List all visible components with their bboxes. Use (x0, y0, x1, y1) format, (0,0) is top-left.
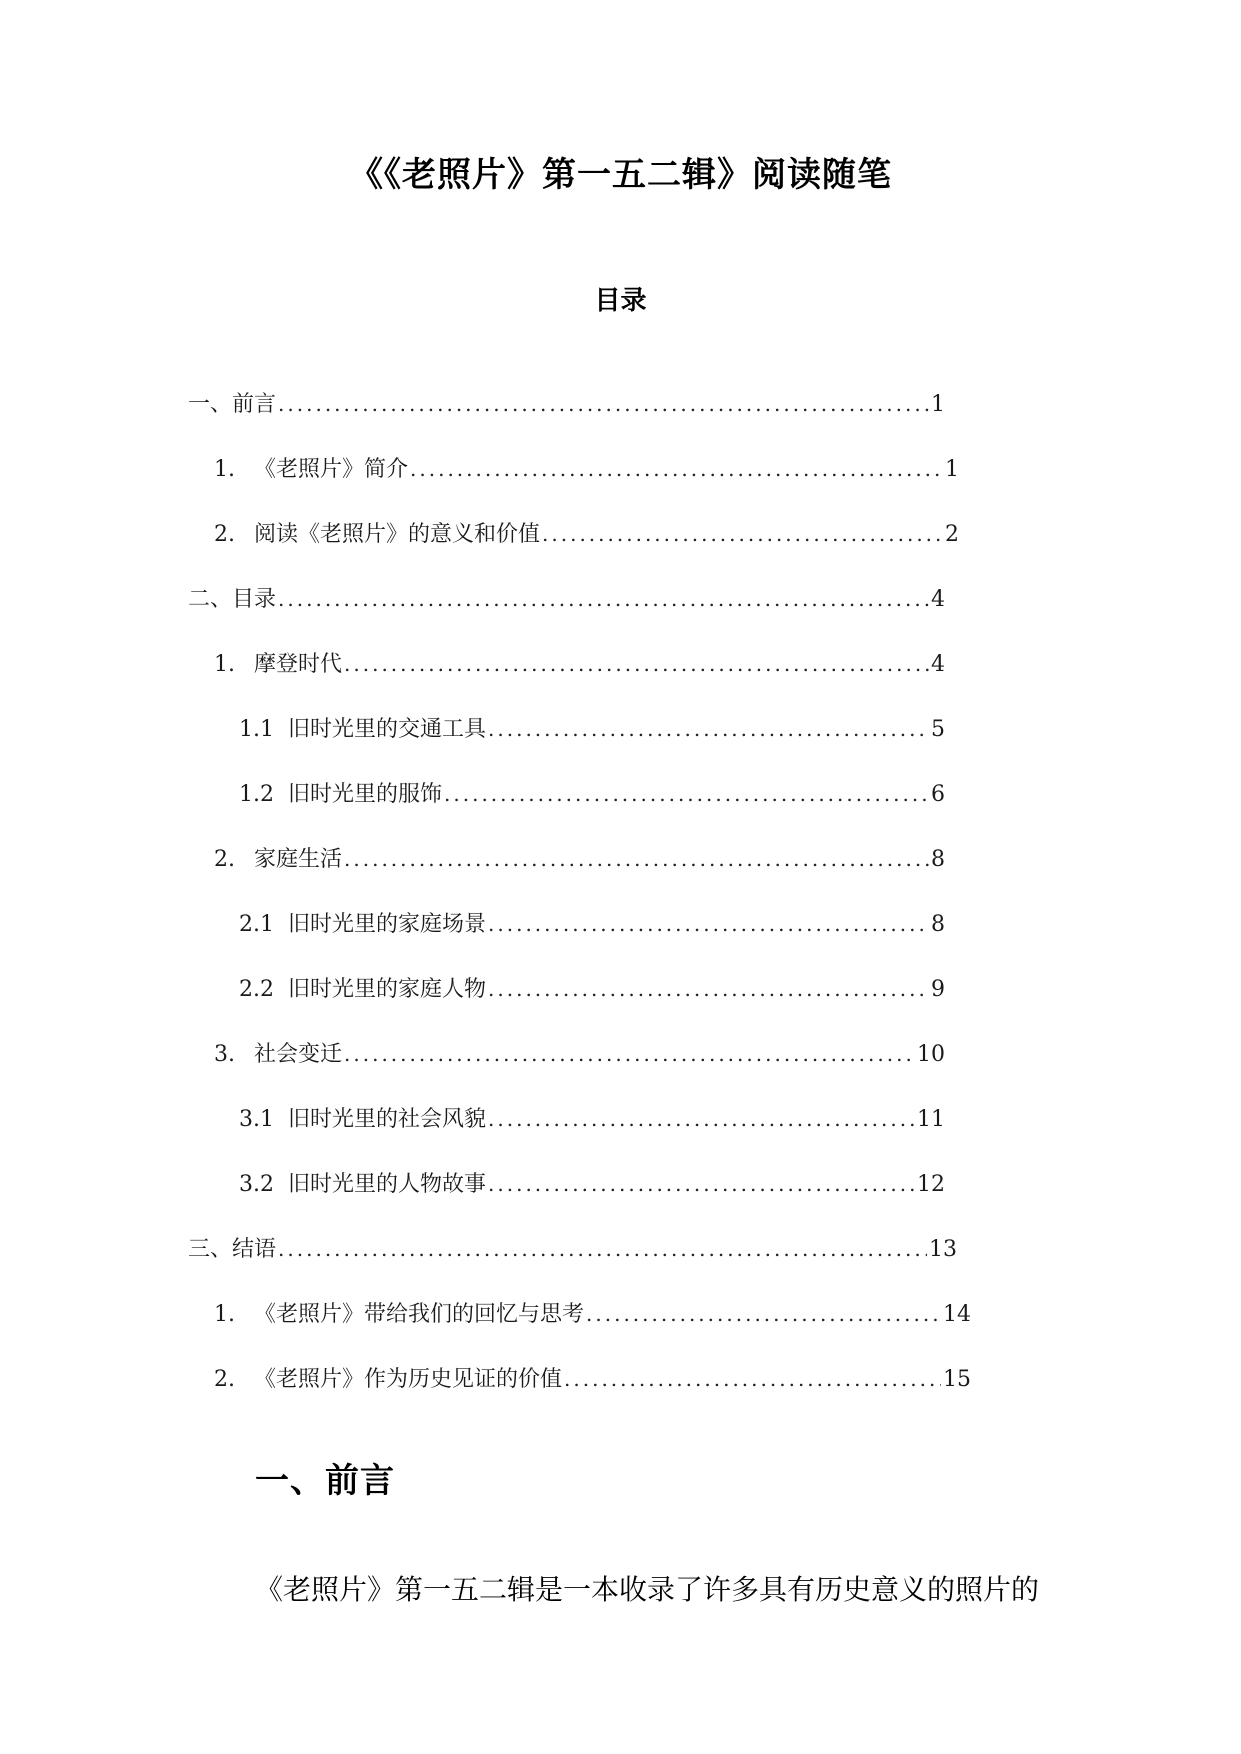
toc-entry-page: 15 (943, 1367, 971, 1392)
toc-dot-leader (488, 711, 929, 747)
toc-entry[interactable] (188, 581, 945, 617)
toc-entry-number: 2.1 (239, 912, 274, 937)
toc-dot-leader (564, 1361, 941, 1397)
toc-entry-number: 1.2 (239, 782, 274, 807)
toc-entry-page: 1 (945, 457, 959, 482)
toc-entry-number: 二、 (188, 587, 233, 612)
toc-entry-number: 一、 (188, 392, 233, 417)
toc-dot-leader (488, 971, 929, 1007)
toc-dot-leader (444, 776, 929, 812)
toc-entry-title: 旧时光里的家庭人物 (288, 977, 487, 1002)
toc-entry-title: 结语 (232, 1237, 277, 1262)
toc-entry-number: 3. (214, 1042, 235, 1067)
toc-entry-title: 目录 (232, 587, 277, 612)
toc-entry[interactable] (214, 451, 959, 487)
toc-entry-number: 3.2 (239, 1172, 274, 1197)
toc-entry[interactable] (188, 386, 945, 422)
toc-entry[interactable] (214, 1296, 971, 1332)
toc-dot-leader (410, 451, 943, 487)
toc-entry-page: 5 (931, 717, 945, 742)
toc-entry-title: 社会变迁 (254, 1042, 343, 1067)
toc-entry-title: 《老照片》作为历史见证的价值 (254, 1367, 563, 1392)
toc-dot-leader (586, 1296, 941, 1332)
toc-entry-number: 三、 (188, 1237, 233, 1262)
document-title: 《《老照片》第一五二辑》阅读随笔 (349, 155, 892, 195)
toc-dot-leader (278, 1231, 927, 1267)
toc-entry-page: 12 (917, 1172, 945, 1197)
toc-dot-leader (278, 581, 929, 617)
toc-entry[interactable] (239, 711, 945, 747)
body-paragraph: 《老照片》第一五二辑是一本收录了许多具有历史意义的照片的 (255, 1573, 1040, 1606)
toc-entry-title: 《老照片》简介 (254, 457, 409, 482)
toc-dot-leader (344, 841, 929, 877)
toc-dot-leader (344, 646, 929, 682)
toc-dot-leader (344, 1036, 915, 1072)
toc-entry-title: 家庭生活 (254, 847, 343, 872)
toc-entry[interactable] (239, 1166, 945, 1202)
toc-entry-title: 摩登时代 (254, 652, 343, 677)
toc-dot-leader (488, 1101, 915, 1137)
toc-entry-page: 8 (931, 847, 945, 872)
toc-entry[interactable] (214, 1036, 945, 1072)
toc-entry[interactable] (239, 1101, 945, 1137)
toc-entry-page: 11 (917, 1107, 945, 1132)
toc-entry-page: 8 (931, 912, 945, 937)
toc-entry[interactable] (239, 776, 945, 812)
toc-dot-leader (488, 1166, 915, 1202)
toc-entry-number: 2. (214, 1367, 235, 1392)
toc-entry-number: 2.2 (239, 977, 274, 1002)
toc-entry[interactable] (214, 646, 945, 682)
toc-entry-title: 《老照片》带给我们的回忆与思考 (254, 1302, 585, 1327)
toc-entry-title: 旧时光里的交通工具 (288, 717, 487, 742)
toc-entry-title: 旧时光里的服饰 (288, 782, 443, 807)
toc-entry[interactable] (214, 841, 945, 877)
toc-entry-number: 1. (214, 457, 235, 482)
toc-entry-number: 1. (214, 1302, 235, 1327)
toc-dot-leader (278, 386, 929, 422)
toc-entry[interactable] (188, 1231, 957, 1267)
toc-entry-page: 2 (945, 522, 959, 547)
toc-dot-leader (488, 906, 929, 942)
toc-entry-title: 前言 (232, 392, 277, 417)
toc-entry-page: 14 (943, 1302, 971, 1327)
toc-entry-number: 2. (214, 522, 235, 547)
toc-entry-page: 9 (931, 977, 945, 1002)
toc-dot-leader (542, 516, 943, 552)
toc-entry-number: 1.1 (239, 717, 274, 742)
toc-entry-number: 3.1 (239, 1107, 274, 1132)
toc-heading: 目录 (594, 286, 647, 316)
toc-entry[interactable] (214, 1361, 971, 1397)
toc-entry[interactable] (239, 906, 945, 942)
toc-entry-page: 10 (917, 1042, 945, 1067)
toc-entry[interactable] (214, 516, 959, 552)
toc-entry[interactable] (239, 971, 945, 1007)
toc-entry-title: 阅读《老照片》的意义和价值 (254, 522, 541, 547)
toc-entry-page: 4 (931, 652, 945, 677)
toc-entry-page: 1 (931, 392, 945, 417)
toc-entry-title: 旧时光里的家庭场景 (288, 912, 487, 937)
toc-entry-page: 13 (929, 1237, 957, 1262)
toc-entry-number: 1. (214, 652, 235, 677)
toc-entry-page: 6 (931, 782, 945, 807)
toc-entry-title: 旧时光里的人物故事 (288, 1172, 487, 1197)
section-heading: 一、前言 (255, 1461, 395, 1501)
toc-entry-title: 旧时光里的社会风貌 (288, 1107, 487, 1132)
toc-entry-page: 4 (931, 587, 945, 612)
toc-entry-number: 2. (214, 847, 235, 872)
